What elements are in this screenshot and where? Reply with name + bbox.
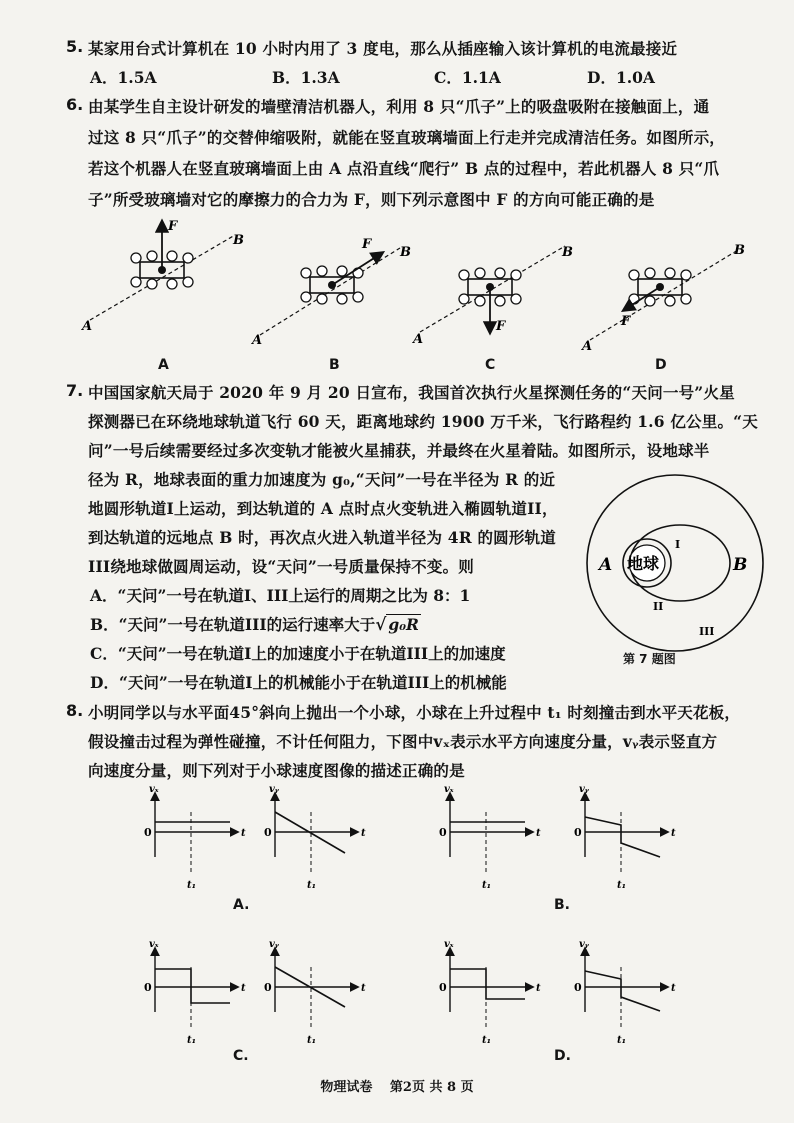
figure-d: [580, 243, 745, 354]
question-line: 中国国家航天局于 2020 年 9 月 20 日宣布，我国首次执行火星探测任务的“天问一号”火星: [88, 383, 735, 402]
point-a-label: A: [82, 319, 93, 334]
figure-caption: D.: [554, 1048, 571, 1064]
robot-diagrams: [70, 210, 760, 380]
question-number: 8.: [66, 701, 84, 720]
point-b-label: B: [233, 233, 244, 248]
graph-c-vx-line: [155, 969, 230, 1003]
question-number: 7.: [66, 381, 84, 400]
graph-b-vy-line: [585, 817, 660, 857]
graph-d-vy-t1-label: t₁: [617, 1035, 626, 1045]
graph-b-vy-zero-label: 0: [574, 826, 582, 839]
question-text: 某家用台式计算机在 10 小时内用了 3 度电，那么从插座输入该计算机的电流最接近: [88, 39, 678, 58]
question-line: 到达轨道的远地点 B 时，再次点火进入轨道半径为 4R 的圆形轨道: [88, 528, 556, 547]
point-b-label: B: [733, 555, 748, 575]
option-a: A．“天问”一号在轨道I、III上运行的周期之比为 8：1: [90, 586, 471, 605]
option-c: C．1.1A: [434, 68, 501, 87]
orbit-iii-label: III: [699, 625, 715, 638]
figure-caption: C: [485, 357, 496, 373]
graph-d-vx-y-label: vₓ: [444, 939, 454, 950]
graph-c-vx-t1-label: t₁: [187, 1035, 196, 1045]
figure-caption: D: [655, 357, 667, 373]
option-b: B．“天问”一号在轨道III的运行速率大于√ g₀R: [90, 615, 419, 635]
graph-c-vx-t-label: t: [241, 983, 246, 994]
question-line: 假设撞击过程为弹性碰撞，不计任何阻力，下图中vₓ表示水平方向速度分量，vᵧ表示竖直方: [88, 732, 718, 751]
question-line: 径为 R，地球表面的重力加速度为 g₀,“天问”一号在半径为 R 的近: [88, 470, 556, 489]
option-b: B．1.3A: [272, 68, 340, 87]
question-line: 问”一号后续需要经过多次变轨才能被火星捕获，并最终在火星着陆。如图所示，设地球半: [88, 441, 710, 460]
figure-c: [411, 245, 573, 347]
option-d: D．1.0A: [587, 68, 655, 87]
point-a-label: A: [599, 555, 613, 575]
graph-d-vy-y-label: vᵧ: [579, 939, 589, 950]
graph-d-vx-line: [450, 969, 525, 999]
orbit-ii-label: II: [653, 600, 664, 613]
question-line: 若这个机器人在竖直玻璃墙面上由 A 点沿直线“爬行” B 点的过程中，若此机器人 8 只“爪: [88, 159, 720, 178]
graph-a-vx-y-label: vₓ: [149, 785, 159, 795]
orbit-diagram: [575, 470, 775, 655]
figure-caption: A.: [233, 897, 250, 913]
page-footer: 物理试卷 第2页 共 8 页: [320, 1080, 474, 1095]
graph-c-vy-y-label: vᵧ: [269, 939, 279, 950]
graph-d-vy-line: [585, 971, 660, 1011]
question-number: 6.: [66, 95, 84, 114]
force-label: F: [621, 314, 631, 329]
graph-c-vx-zero-label: 0: [144, 981, 152, 994]
question-line: 子”所受玻璃墙对它的摩擦力的合力为 F，则下列示意图中 F 的方向可能正确的是: [88, 190, 655, 209]
graph-b-vx-zero-label: 0: [439, 826, 447, 839]
graph-b-vx-t1-label: t₁: [482, 880, 491, 891]
figure-caption: C.: [233, 1048, 249, 1064]
question-line: 向速度分量，则下列对于小球速度图像的描述正确的是: [88, 761, 465, 780]
question-line: 由某学生自主设计研发的墙壁清洁机器人，利用 8 只“爪子”上的吸盘吸附在接触面上，通: [88, 97, 710, 116]
graph-a-vx-t-label: t: [241, 828, 246, 839]
graph-a-vx-t1-label: t₁: [187, 880, 196, 891]
question-line: 探测器已在环绕地球轨道飞行 60 天，距离地球约 1900 万千米，飞行路程约 1.6 亿公里。“天: [88, 412, 758, 431]
graph-d-vx-t-label: t: [536, 983, 541, 994]
question-line: 小明同学以与水平面45°斜向上抛出一个小球，小球在上升过程中 t₁ 时刻撞击到水平天花板，: [88, 703, 741, 722]
figure-caption: B.: [554, 897, 570, 913]
question-number: 5.: [66, 37, 84, 56]
option-a: A．1.5A: [90, 68, 157, 87]
point-a-label: A: [252, 333, 263, 348]
force-label: F: [362, 237, 372, 252]
graph-c-vx-y-label: vₓ: [149, 939, 159, 950]
force-label: F: [168, 219, 178, 234]
graph-a-vy-zero-label: 0: [264, 826, 272, 839]
point-a-label: A: [413, 332, 424, 347]
graph-d-vy-t-label: t: [671, 983, 676, 994]
graph-c-vy-t-label: t: [361, 983, 366, 994]
point-b-label: B: [562, 245, 573, 260]
sqrt-expression: g₀R: [388, 615, 419, 634]
figure-caption: B: [329, 357, 340, 373]
question-line: 过这 8 只“爪子”的交替伸缩吸附，就能在竖直玻璃墙面上行走并完成清洁任务。如图所示，: [88, 128, 726, 147]
force-label: F: [496, 319, 506, 334]
graph-c-vy-t1-label: t₁: [307, 1035, 316, 1045]
point-a-label: A: [582, 339, 593, 354]
figure-a: [80, 219, 244, 334]
graph-b-vx-t-label: t: [536, 828, 541, 839]
graph-a-vy-t1-label: t₁: [307, 880, 316, 891]
graph-d-vx-t1-label: t₁: [482, 1035, 491, 1045]
figure-caption: 第 7 题图: [623, 652, 676, 666]
graph-a-vy-y-label: vᵧ: [269, 785, 279, 795]
graph-b-vy-t-label: t: [671, 828, 676, 839]
point-b-label: B: [400, 245, 411, 260]
figure-b: [250, 237, 411, 348]
earth-label: 地球: [627, 554, 660, 573]
question-line: III绕地球做圆周运动，设“天问”一号质量保持不变。则: [88, 557, 474, 576]
velocity-graphs: [130, 785, 690, 1045]
graph-a-vx-zero-label: 0: [144, 826, 152, 839]
graph-b-vy-t1-label: t₁: [617, 880, 626, 891]
figure-caption: A: [158, 357, 169, 373]
question-line: 地圆形轨道I上运动，到达轨道的 A 点时点火变轨进入椭圆轨道II，: [88, 499, 558, 518]
graph-d-vy-zero-label: 0: [574, 981, 582, 994]
graph-b-vx-y-label: vₓ: [444, 785, 454, 795]
option-d: D．“天问”一号在轨道I上的机械能小于在轨道III上的机械能: [90, 673, 507, 692]
orbit-i-label: I: [675, 538, 681, 551]
graph-c-vy-zero-label: 0: [264, 981, 272, 994]
graph-b-vy-y-label: vᵧ: [579, 785, 589, 795]
graph-d-vx-zero-label: 0: [439, 981, 447, 994]
point-b-label: B: [734, 243, 745, 258]
option-c: C．“天问”一号在轨道I上的加速度小于在轨道III上的加速度: [90, 644, 506, 663]
graph-a-vy-t-label: t: [361, 828, 366, 839]
